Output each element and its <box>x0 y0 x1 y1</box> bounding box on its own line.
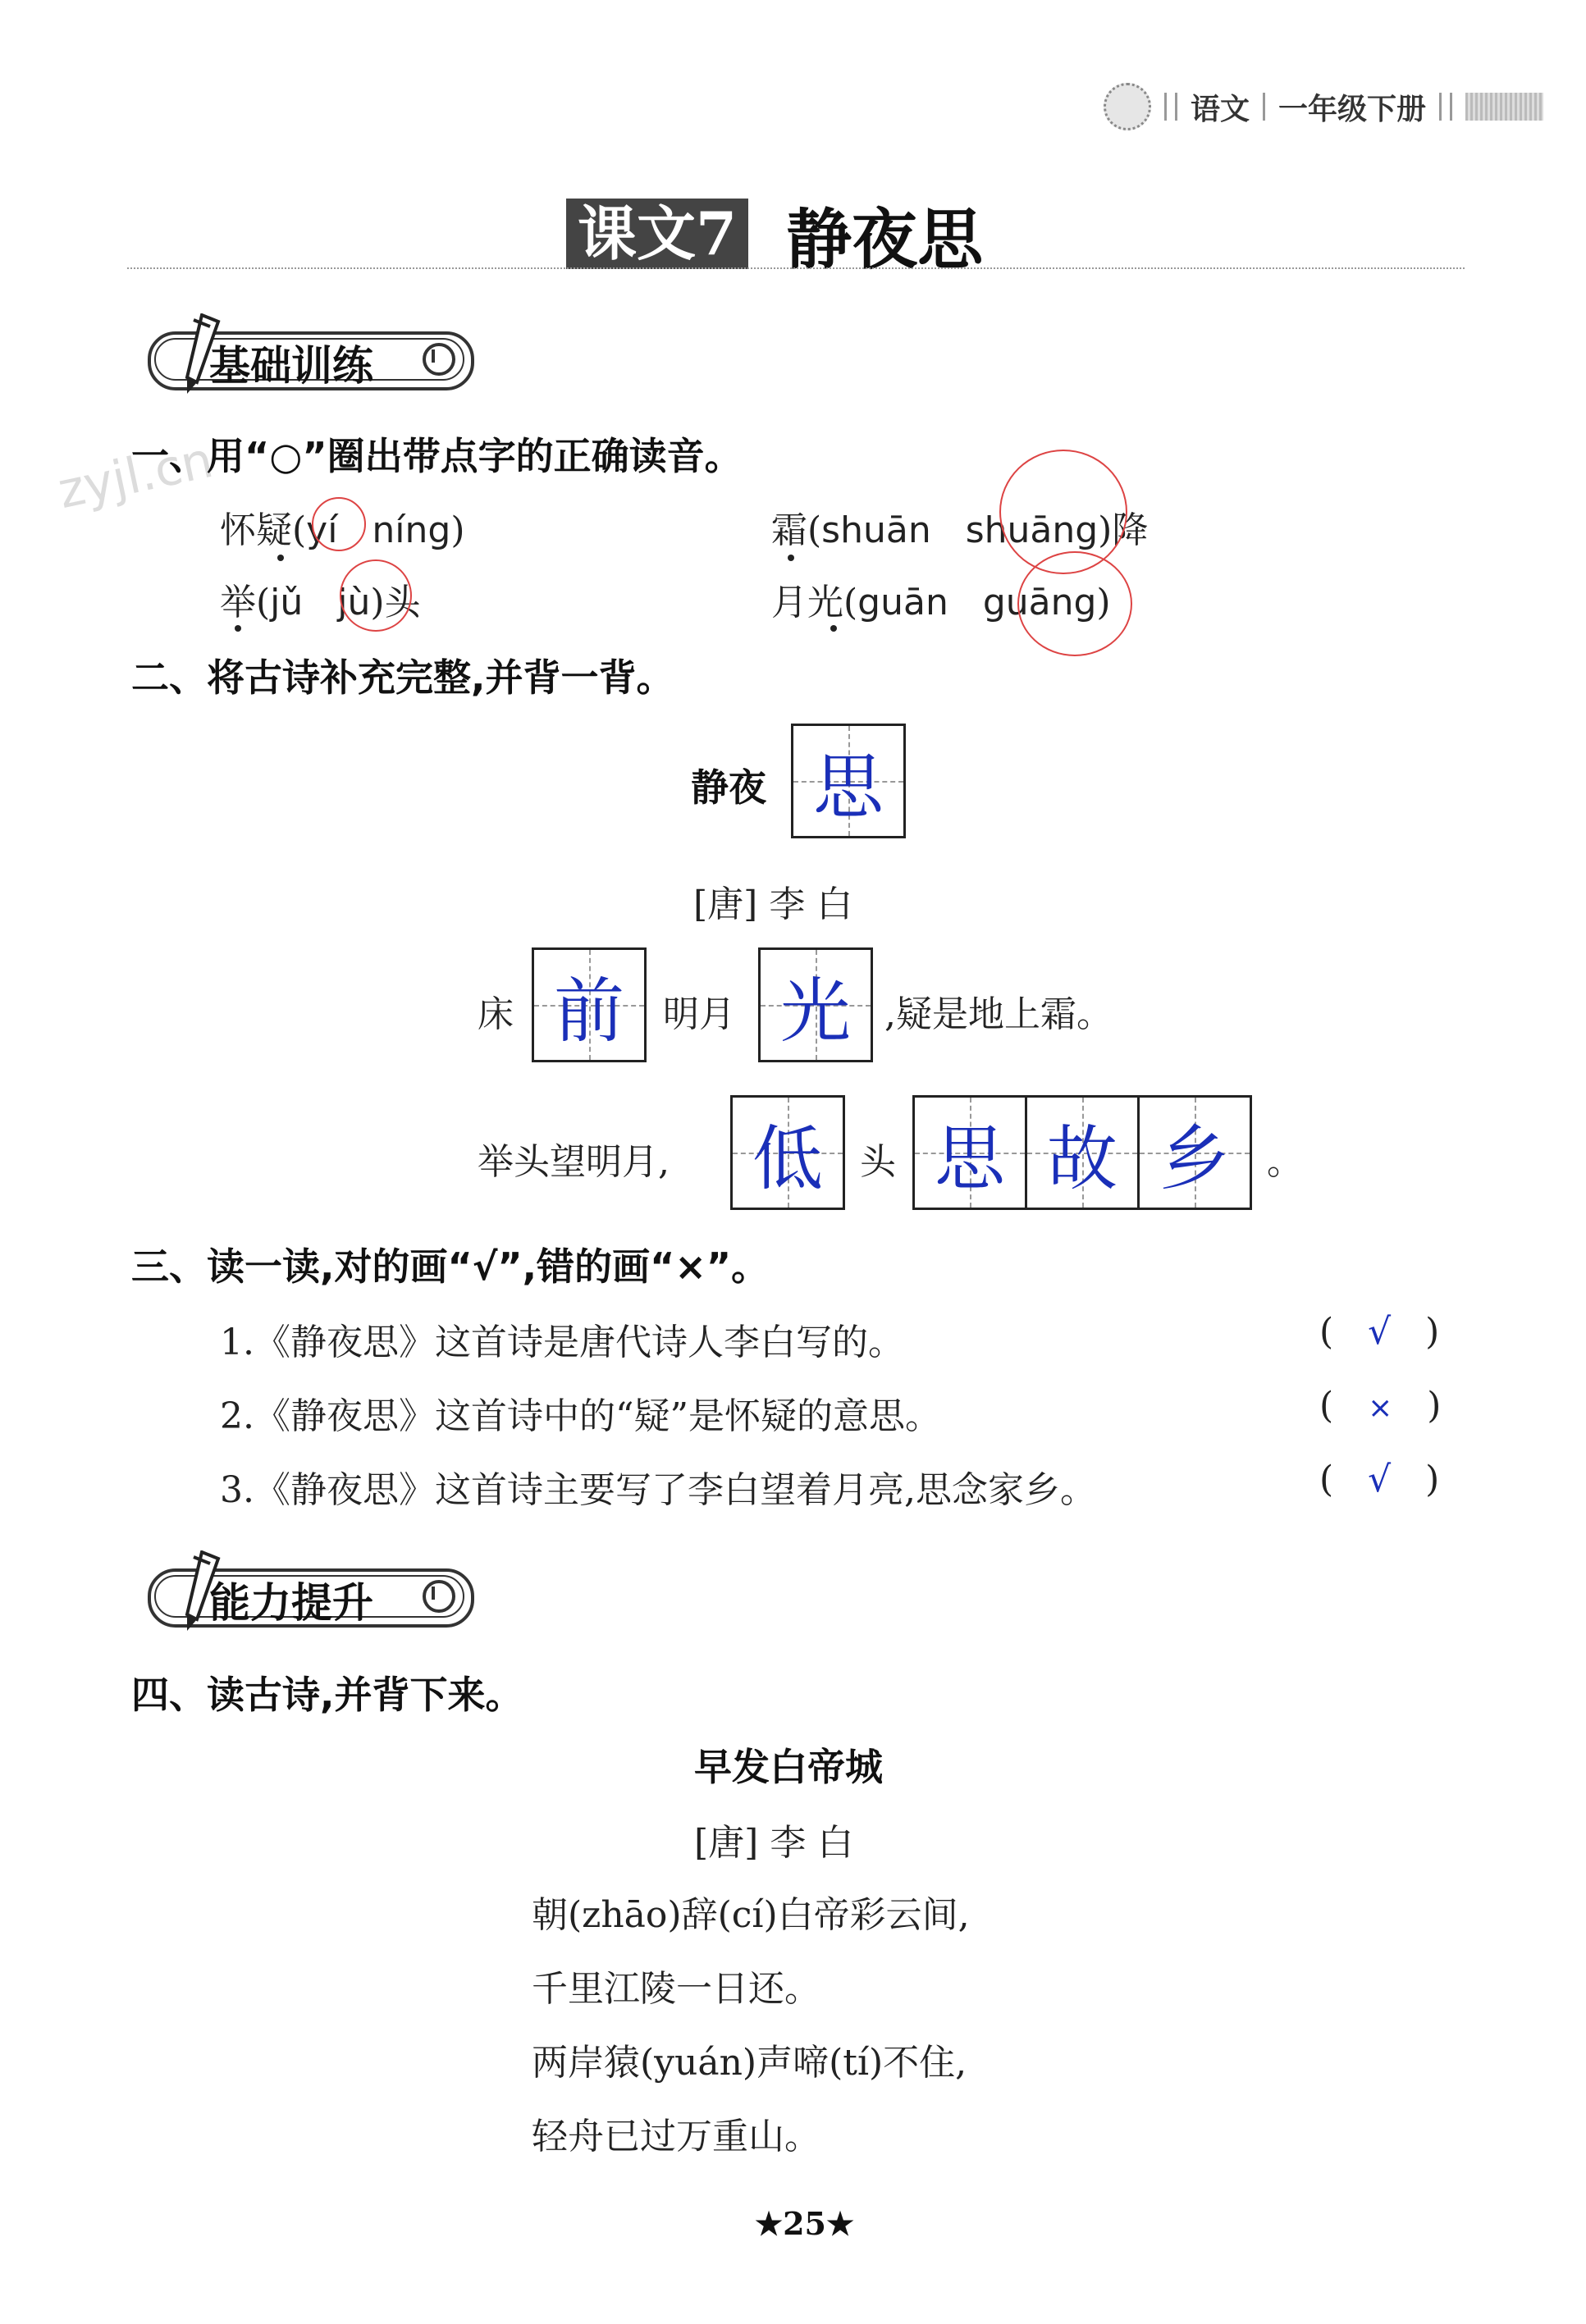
q1-item-2: 霜(shuān shuāng)降 <box>771 509 1149 551</box>
check-mark: √ <box>1368 1459 1392 1500</box>
poem-author: [唐] 李 白 <box>694 1822 854 1864</box>
lesson-title: 静夜思 <box>786 200 984 278</box>
watermark: zyjl.cn <box>53 431 218 521</box>
answer-circle <box>312 497 366 551</box>
divider <box>1263 93 1265 121</box>
pinyin-option[interactable]: jǔ <box>270 582 304 623</box>
answer-box[interactable] <box>1025 1095 1140 1210</box>
cross-mark: × <box>1368 1391 1393 1425</box>
emphasis-dot <box>277 555 284 561</box>
answer-char: 光 <box>780 970 851 1052</box>
page-number: ★25★ <box>755 2205 855 2242</box>
ring-icon <box>423 343 455 376</box>
poem-line-text: 举头望明月, <box>478 1141 670 1183</box>
answer-char: 乡 <box>1159 1118 1230 1200</box>
check-mark: √ <box>1368 1311 1392 1353</box>
poem-line-text: ,疑是地上霜。 <box>884 993 1113 1035</box>
q3-answer-paren[interactable]: ( √ ) <box>1319 1311 1440 1353</box>
q3-answer-paren[interactable]: ( √ ) <box>1319 1459 1440 1500</box>
subject-label: 语文 <box>1191 92 1250 126</box>
pinyin-option[interactable]: shuāng <box>965 509 1099 551</box>
q3-statement: 1.《静夜思》这首诗是唐代诗人李白写的。 <box>220 1322 904 1363</box>
pinyin-option[interactable]: guāng <box>982 582 1097 623</box>
grade-label: 一年级下册 <box>1278 92 1427 126</box>
section-banner-basic <box>131 322 476 394</box>
poem-title-prefix: 静夜 <box>691 765 766 810</box>
section-banner-label: 能力提升 <box>209 1579 373 1627</box>
q3-statement: 3.《静夜思》这首诗主要写了李白望着月亮,思念家乡。 <box>220 1469 1096 1511</box>
poem-line: 朝(zhāo)辞(cí)白帝彩云间, <box>532 1894 970 1936</box>
poem-title: 早发白帝城 <box>694 1745 883 1789</box>
pinyin-option[interactable]: guān <box>857 582 948 623</box>
q1-item-3: 举(jǔ jù)头 <box>220 582 421 623</box>
answer-box[interactable] <box>912 1095 1027 1210</box>
pinyin-option[interactable]: yí <box>306 509 338 551</box>
lesson-title-area <box>566 197 984 278</box>
answer-box[interactable] <box>1137 1095 1252 1210</box>
poem-line: 两岸猿(yuán)声啼(tí)不住, <box>532 2042 967 2084</box>
q1-item-4: 月光(guān guāng) <box>771 582 1111 623</box>
poem-line-text: 床 <box>478 993 514 1035</box>
ring-icon <box>423 1580 455 1613</box>
answer-char: 思 <box>813 747 884 829</box>
question-2-prompt: 二、将古诗补充完整,并背一背。 <box>131 655 674 700</box>
answer-char: 思 <box>935 1118 1005 1200</box>
answer-circle <box>340 559 412 632</box>
q3-statement: 2.《静夜思》这首诗中的“疑”是怀疑的意思。 <box>220 1395 941 1437</box>
section-banner-label: 基础训练 <box>209 342 373 390</box>
poem-line: 千里江陵一日还。 <box>532 1968 820 2010</box>
answer-box[interactable] <box>758 947 873 1062</box>
q1-word: 霜 <box>771 509 807 551</box>
header-decoration <box>1465 93 1543 121</box>
answer-box[interactable] <box>730 1095 845 1210</box>
pinyin-option[interactable]: níng <box>372 509 451 551</box>
answer-char: 故 <box>1047 1118 1118 1200</box>
emphasis-dot <box>788 555 794 561</box>
lesson-tag: 课文7 <box>566 199 748 269</box>
divider <box>1164 93 1177 121</box>
q1-item-1: 怀疑(yí níng) <box>220 509 465 551</box>
answer-box[interactable] <box>532 947 647 1062</box>
answer-circle <box>1017 551 1132 656</box>
question-3-prompt: 三、读一读,对的画“√”,错的画“×”。 <box>131 1244 770 1289</box>
answer-box[interactable] <box>791 724 906 838</box>
page-header <box>1104 82 1543 131</box>
q1-word: 月光 <box>771 582 843 623</box>
title-divider <box>127 267 1465 269</box>
poem-line: 轻舟已过万重山。 <box>532 2116 820 2157</box>
emphasis-dot <box>235 625 241 632</box>
question-4-prompt: 四、读古诗,并背下来。 <box>131 1673 523 1717</box>
pinyin-option[interactable]: jù <box>337 582 371 623</box>
poem-line-text: 。 <box>1267 1141 1303 1183</box>
answer-char: 低 <box>752 1118 823 1200</box>
q1-word: 举 <box>220 582 256 623</box>
answer-char: 前 <box>554 970 624 1052</box>
question-1-prompt: 一、用“○”圈出带点字的正确读音。 <box>131 434 743 478</box>
sun-icon <box>1104 83 1151 130</box>
q1-word: 怀疑 <box>220 509 292 551</box>
q3-answer-paren[interactable]: ( × ) <box>1319 1385 1442 1427</box>
emphasis-dot <box>830 625 837 632</box>
pinyin-option[interactable]: shuān <box>821 509 931 551</box>
divider <box>1439 93 1452 121</box>
section-banner-advanced <box>131 1559 476 1631</box>
poem-line-text: 明月 <box>663 993 735 1035</box>
poem-author: [唐] 李 白 <box>693 883 853 925</box>
poem-line-text: 头 <box>860 1141 896 1183</box>
